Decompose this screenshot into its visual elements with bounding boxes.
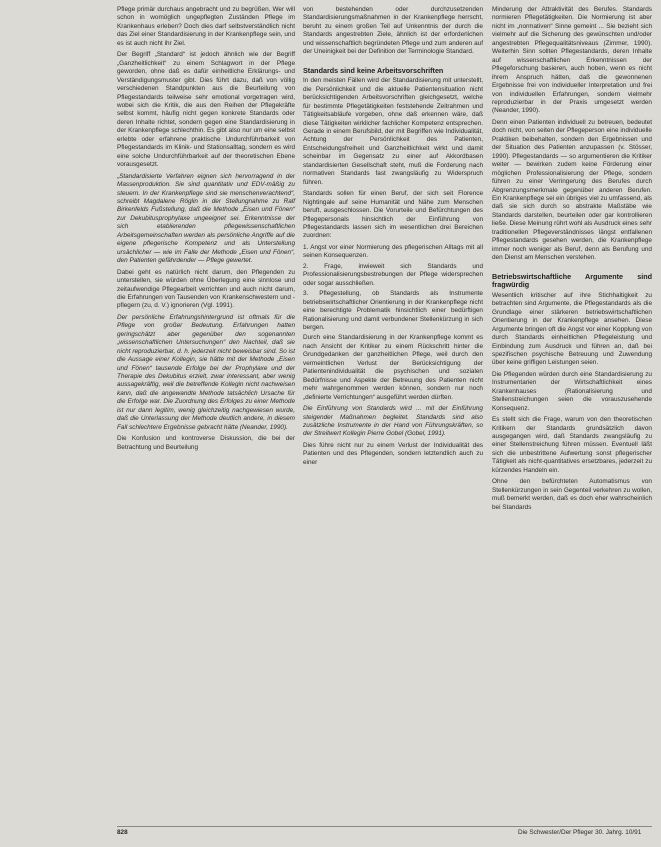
text-column-3 [492,6,652,515]
paragraph: von bestehenden oder durchzusetzenden Standardisierungsmaßnahmen in der Krankenpflege herrscht, beruht zu einem großen Teil auf Unkenntnis der durch die Standards angestrebten Ziele, ähnlich ist der erforderlichen und wissenschaftlich begründeten Pflege und zum anderen auf der Uneinigkeit bei der Definition der Terminologie Standard. [303,6,483,56]
paragraph: Die Pflegenden würden durch eine Standardisierung zu Instrumentarien der Wirtschaftlichkeit eines Krankenhauses (Rationalisierung und Stellenstreichungen seien die vorauszusehende Konsequenz. [492,370,652,412]
footer-divider [117,826,652,827]
paragraph: Der Begriff „Standard“ ist jedoch ähnlich wie der Begriff „Ganzheitlichkeit“ zu einem Schlagwort in der Pflege geworden, ohne daß es dafür einheitliche Erklärungs- und Verständigungsmuster gibt. Dies führt dazu, daß von völlig verschiedenen Standpunkten aus die Beurteilung von Pflegestandards teilweise sehr emotional vorgetragen wird, wobei sich die Kritik, die aus den Reihen der Pflegekräfte selbst kommt, häufig nicht gegen konkrete Standards oder deren Inhalte richtet, sondern gegen eine Standardisierung in der Krankenpflege schlechthin. Es gibt also nur um eine selbst erlebte oder erfahrene praktische Undurchführbarkeit von Pflegestandards im Klinik- und Stationsalltag, sondern es wird eine solche Undurchführbarkeit auf der theoretischen Ebene vorausgesetzt. [117,51,295,169]
paragraph: Pflege primär durchaus angebracht und zu begrüßen. Wer will schon in womöglich ungepflegten Zuständen Pflege im Krankenhaus erleben? Doch dies darf selbstverständlich nicht das Ziel einer Standardisierung in der Krankenpflege sein, und es ist auch nicht ihr Ziel. [117,6,295,47]
text-column-2 [303,6,483,470]
section-heading: Betriebswirtschaftliche Argumente sind fragwürdig [492,271,652,290]
paragraph: Standards sollen für einen Beruf, der sich seit Florence Nightingale auf seine Humanität und Nähe zum Menschen beruft, ausgeschlossen. Die Vorurteile und Befürchtungen des Pflegepersonals hinsichtlich der Einführung von Pflegestandards lassen sich im wesentlichen drei Bereichen zuordnen: [303,190,483,240]
journal-footer: Die Schwester/Der Pfleger 30. Jahrg. 10/91 [518,829,642,836]
list-item: 3. Pflegestellung, ob Standards als Instrumente betriebswirtschaftlicher Orientierung in der Krankenpflege nicht eine berechtigte Problematik hinsichtlich einer bedürftigen Rationalisierung und damit verbundener Stellenkürzung in sich bergen. [303,290,483,331]
paragraph: Die Konfusion und kontroverse Diskussion, die bei der Betrachtung und Beurteilung [117,435,295,451]
paragraph: Durch eine Standardisierung in der Krankenpflege kommt es nach Ansicht der Kritiker zu einem Rückschritt hinter die Grundgedanken der ganzheitlichen Pflege, weil durch den vermeintlichen Verlust der Berücksichtigung der Patientenindividualität die psychischen und sozialen Bedürfnisse und Aspekte der Betreuung des Patienten nicht mehr wahrgenommen werden können, sondern nur noch „definierte Verrichtungen“ ausgeführt werden dürften. [303,334,483,401]
paragraph: Dies führe nicht nur zu einem Verlust der Individualität des Patienten und des Pflegenden, sondern letztendlich auch zu einer [303,441,483,466]
paragraph: Wesentlich kritischer auf ihre Stichhaltigkeit zu betrachten sind Argumente, die Pflegestandards als die Grundlage einer stärkeren betriebswirtschaftlichen Orientierung in der Krankenpflege ansehen. Diese Argumente bringen oft die Angst vor einer Kopplung von durch Standards einheitlichen Pflegeleistung und Einbindung zum Ausdruck und führen an, daß bei spezifischen psychische Betreuung und Zuwendung über keine griffigen Leistungen seien. [492,291,652,367]
quote-paragraph: Der persönliche Erfahrungshintergrund ist oftmals für die Pflege von großer Bedeutung. Erfahrungen hatten geringschätzt aber gegenüber den sogenannten „wissenschaftlichen Untersuchungen“ den Nachteil, daß sie nicht reproduzierbar, d. h. jederzeit nicht beweisbar sind. So ist die Aussage einer Kollegin, sie hätte mit der Methode „Eisen und Fönen“ tausende Erfolge bei der Prophylaxe und der Therapie des Dekubitus erzielt, zwar interessant, aber wenig aussagekräftig, weil die betreffende Kollegin nicht nachweisen kann, daß die angewandte Methode tatsächlich Ursache für die Erfolge war. Die Zuordnung des Erfolges zu einer Methode ist nur dann legitim, wenig gleichzeitig nachgewiesen wurde, daß die Unterlassung der Methode deutlich andere, in diesem Fall schlechtere Ergebnisse gebracht hätte (Neander, 1990). [117,313,295,431]
paragraph: Denn einen Patienten individuell zu betreuen, bedeutet doch nicht, von seiten der Pflegeperson eine individuelle Praktiken beibehalten, sondern den Ergebnissen und der Situation des Patienten anzupassen (v. Stösser, 1990). Pflegestandards — so argumentieren die Kritiker weiter — bewirken zudem keine Förderung einer möglichen Professionalisierung der Pflege, sondern führen zu einer Verringerung des Berufes durch Abgrenzungsmerkmale gegenüber anderen Berufen. Ein Krankenpflege sei ein übriges viel zu umfassend, als daß sie sich durch so abstrakte Maßstäbe wie Standards darstellen, beurteilen oder gar kontrollieren ließe. Diese Meinung rührt wohl als Ausdruck eines sehr traditionellen Pflegeverständnisses längst entfallenen Pflegestandards gesehen werden, die Krankenpflege immer noch weniger als Beruf, denn als Berufung und den Dienst am Menschen verstehen. [492,118,652,262]
quote-paragraph: „Standardisierte Verfahren eignen sich hervorragend in der Massenproduktion. Sie sind quantitativ und EDV-mäßig zu steuern. In der Krankenpflege sind sie menschenverachtend“, schreibt Magdalene Röglin in der Stellungnahme zu Ralf Birkenfelds Fußstellung, daß die Methode „Eisen und Fönen“ zur Dekubitusprophylaxe ungeeignet sei. Erkenntnisse der sich etablierenden pflegewissenschaftlichen Arbeitsgemeinschaften werden als persönliche Angriffe auf die eigene pflegerische Kompetenz und als Unterstellung ursächlicher — wie im Falle der Methode „Eisen und Fönen“, den Patienten gefährdender — Pflege gewertet. [117,172,295,265]
section-heading: Standards sind keine Arbeitsvorschriften [303,65,444,75]
page-number: 828 [117,829,128,836]
numbered-list [303,244,483,333]
paragraph: Minderung der Attraktivität des Berufes. Standards normieren Pflegetätigkeiten. Die Normierung ist aber nicht im „normativen“ Sinne gemeint ... Sie bezieht sich vielmehr auf die Sicherung des gewünschten und/oder angestrebten Pflegequalitätsniveaus (Zimmer, 1990). Weiterhin Sinn sollten Pflegestandards, deren Inhalte auf wissenschaftlichen Erkenntnissen der Pflegeforschung basieren, auch hoben, wenn es nicht ihrem Anspruch hätten, daß die gewonnenen Ergebnisse frei von individueller Interpretation und frei von individuellen Erfahrungen, sondern vielmehr reproduzierbar in der Praxis umgesetzt werden (Neander, 1990). [492,6,652,115]
list-item: 2. Frage, inwieweit sich Standards und Professionalisierungsbestrebungen der Pflege widersprechen oder sogar ausschließen. [303,262,483,287]
paragraph: Dabei geht es natürlich nicht darum, den Pflegenden zu unterstellen, sie würden ohne Überlegung eine sinnlose und zeitaufwendige Pflegearbeit verrichten und auch nicht darum, die Erfahrungen von Tausenden von Krankenschwestern und -pflegern (zu, d. V.) ignorieren (Vgl. 1991). [117,268,295,310]
paragraph: In den meisten Fällen wird der Standardisierung mit unterstellt, die Persönlichkeit und die aktuelle Patientensituation nicht berücksichtigenden Arbeitsvorschriften gleichgesetzt, welche für bestimmte Pflegetätigkeiten feststehende Zeitrahmen und Tätigkeitsabläufe vorgeben, ohne daß erkennen wäre, daß diese Tätigkeiten wirklicher fachlicher Kompetenz entsprechen. Gerade in einem Berufsbild, der mit Begriffen wie Individualität, Achtung der Persönlichkeit des Patienten, Entscheidungsfreiheit und Ganzheitlichkeit wirkt und damit scheinbar im Gegensatz zu einer auf Akkordbasen standardisierten Gesellschaft steht, muß die Forderung nach normativen Standards fast zwangsläufig zu Widerspruch führen. [303,77,483,186]
paragraph: Ohne den befürchteten Automatismus von Stellenkürzungen in sein Gegenteil verkehren zu wollen, muß bemerkt werden, daß es doch eher wahrscheinlich bei Standards [492,478,652,511]
quote-paragraph: Die Einführung von Standards wird ... mit der Einführung steigender Maßnahmen begleitet. Standards sind also zusätzliche Instrumente in der Hand von Führungskräften, so der Streitwert Kollegin Pierre Gobel (Gobel, 1991). [303,405,483,438]
paragraph: Es stellt sich die Frage, warum von den theoretischen Kritikern der Standards grundsätzlich davon ausgegangen wird, daß Standards zwangsläufig zu einer Stellenstreichung führen müssen. Eventuell läßt sich die unbestrittene Aufwertung sonst pflegerischer Tätigkeit als nicht-quantitatives ersetzbares, jederzeit zu kürzendes Handeln ein. [492,416,652,474]
text-column-1 [117,6,295,455]
list-item: 1. Angst vor einer Normierung des pflegerischen Alltags mit all seinen Konsequenzen. [303,243,483,260]
